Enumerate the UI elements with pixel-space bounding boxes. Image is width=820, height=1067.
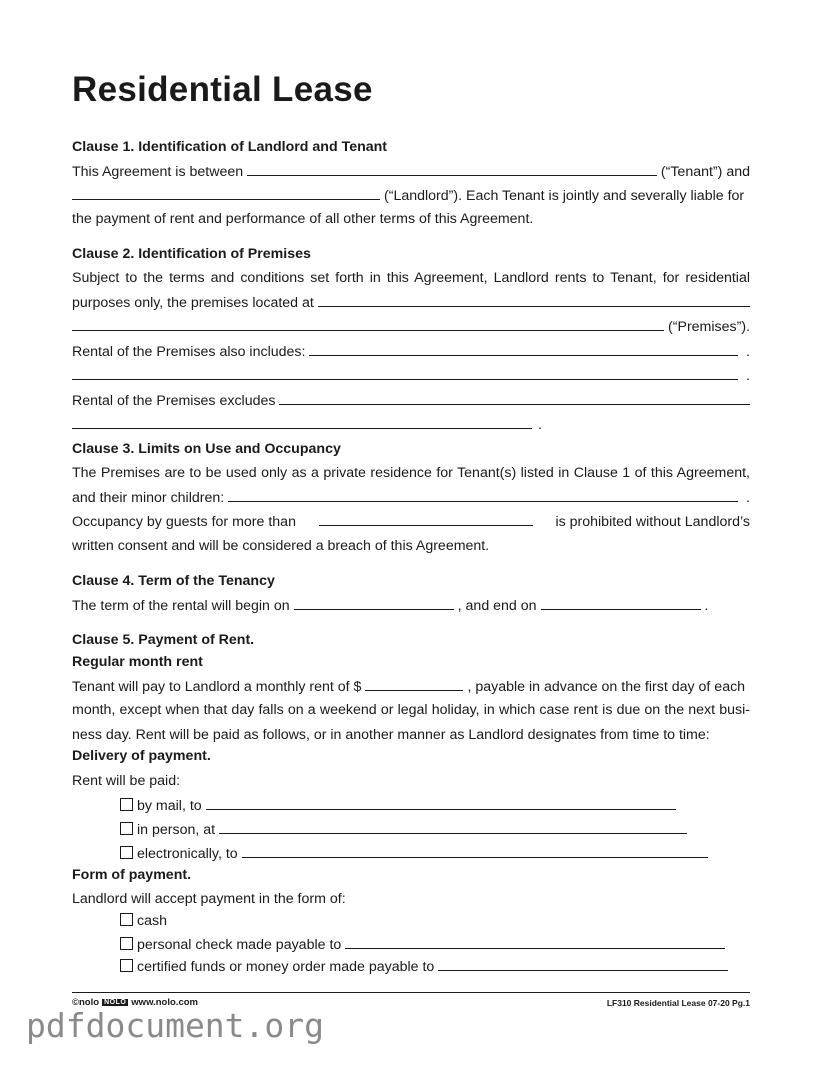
form-intro: Landlord will accept payment in the form of: <box>72 891 346 907</box>
delivery-option-mail <box>120 795 680 816</box>
period: . <box>538 417 542 433</box>
form-option-label: certified funds or money order made payable to <box>137 959 435 975</box>
rent-line1 <box>72 676 750 697</box>
footer-url[interactable]: www.nolo.com <box>131 997 198 1008</box>
includes-field[interactable] <box>309 341 738 356</box>
includes-label: Rental of the Premises also includes: <box>72 344 306 360</box>
delivery-option-label: electronically, to <box>137 846 238 862</box>
clause2-includes <box>72 341 750 362</box>
mail-address-field[interactable] <box>206 795 676 810</box>
excludes-field[interactable] <box>279 390 750 405</box>
premises-address-field-2[interactable] <box>72 316 664 331</box>
clause2-includes-2 <box>72 365 750 386</box>
monthly-rent-field[interactable] <box>365 676 463 691</box>
clause2-excludes <box>72 390 750 411</box>
electronic-address-field[interactable] <box>242 843 708 858</box>
rent-line3: ness day. Rent will be paid as follows, or in another manner as Landlord designates from time to time: <box>72 727 710 743</box>
delivery-intro: Rent will be paid: <box>72 773 181 789</box>
page-title: Residential Lease <box>72 70 373 109</box>
footer-divider <box>72 992 750 993</box>
clause3-line4: written consent and will be considered a breach of this Agreement. <box>72 538 490 554</box>
copyright-text: ©nolo <box>72 997 100 1008</box>
clause3-line2 <box>72 487 750 508</box>
form-option-cash <box>120 911 167 931</box>
clause2-line3 <box>72 316 750 337</box>
clause1-line3: the payment of rent and performance of all other terms of this Agreement. <box>72 211 534 227</box>
form-option-certified <box>120 956 732 977</box>
form-id: LF310 Residential Lease 07-20 Pg.1 <box>606 998 750 1008</box>
clause3-line3-start: Occupancy by guests for more than <box>72 514 296 530</box>
delivery-subheading: Delivery of payment. <box>72 748 211 764</box>
term-start-field[interactable] <box>294 595 454 610</box>
minor-children-field[interactable] <box>228 487 738 502</box>
check-payee-field[interactable] <box>345 934 725 949</box>
clause4-heading: Clause 4. Term of the Tenancy <box>72 573 275 589</box>
watermark: pdfdocument.org <box>26 1006 325 1045</box>
clause1-line1 <box>72 161 750 182</box>
clause1-line1-text: This Agreement is between <box>72 164 244 180</box>
excludes-label: Rental of the Premises excludes <box>72 393 276 409</box>
delivery-option-label: by mail, to <box>137 798 202 814</box>
certified-funds-checkbox[interactable] <box>120 959 133 972</box>
term-start-label: The term of the rental will begin on <box>72 598 290 614</box>
delivery-option-label: in person, at <box>137 822 216 838</box>
period: . <box>746 344 750 360</box>
clause2-line2-text: purposes only, the premises located at <box>72 295 314 311</box>
form-subheading: Form of payment. <box>72 867 192 883</box>
form-option-label: cash <box>137 913 167 929</box>
period: . <box>746 368 750 384</box>
clause1-line1-end: (“Tenant”) and <box>660 164 750 180</box>
rent-line1-start: Tenant will pay to Landlord a monthly rent of $ <box>72 679 362 695</box>
clause3-heading: Clause 3. Limits on Use and Occupancy <box>72 441 341 457</box>
clause3-line1: The Premises are to be used only as a private residence for Tenant(s) listed in Clause 1 of this Agreement, <box>72 465 750 481</box>
tenant-name-field[interactable] <box>247 161 657 176</box>
clause4-line <box>72 595 750 616</box>
clause2-line1: Subject to the terms and conditions set forth in this Agreement, Landlord rents to Tenant, for residential <box>72 270 750 286</box>
clause2-excludes-2 <box>72 414 750 435</box>
term-end-period: . <box>704 598 709 614</box>
in-person-checkbox[interactable] <box>120 822 133 835</box>
delivery-option-person <box>120 819 691 840</box>
excludes-field-2[interactable] <box>72 414 532 429</box>
rent-line2: month, except when that day falls on a weekend or legal holiday, in which case rent is due on the next busi- <box>72 702 750 718</box>
rent-line1-end: , payable in advance on the first day of each <box>467 679 746 695</box>
mail-checkbox[interactable] <box>120 798 133 811</box>
clause1-heading: Clause 1. Identification of Landlord and Tenant <box>72 139 388 155</box>
premises-address-field[interactable] <box>318 292 750 307</box>
period: . <box>746 490 750 506</box>
term-mid-label: , and end on <box>457 598 537 614</box>
clause3-line3-end: is prohibited without Landlord’s <box>555 514 750 530</box>
landlord-name-field[interactable] <box>72 185 380 200</box>
clause5-heading: Clause 5. Payment of Rent. <box>72 632 255 648</box>
clause1-line2-end: (“Landlord”). Each Tenant is jointly and severally liable for <box>384 188 745 204</box>
guest-days-field[interactable] <box>319 511 533 526</box>
nolo-logo: NOLO <box>104 999 127 1006</box>
delivery-option-electronic <box>120 843 712 864</box>
regular-rent-subheading: Regular month rent <box>72 654 203 670</box>
clause2-heading: Clause 2. Identification of Premises <box>72 246 311 262</box>
in-person-location-field[interactable] <box>219 819 687 834</box>
clause1-line2 <box>72 185 750 206</box>
cash-checkbox[interactable] <box>120 913 133 926</box>
personal-check-checkbox[interactable] <box>120 937 133 950</box>
term-end-field[interactable] <box>541 595 701 610</box>
form-option-check <box>120 934 729 955</box>
certified-payee-field[interactable] <box>438 956 728 971</box>
clause2-line2 <box>72 292 750 313</box>
includes-field-2[interactable] <box>72 365 738 380</box>
electronic-checkbox[interactable] <box>120 846 133 859</box>
form-option-label: personal check made payable to <box>137 937 342 953</box>
clause2-line3-end: (“Premises”). <box>668 319 750 335</box>
clause3-line3 <box>72 511 750 532</box>
clause3-line2-text: and their minor children: <box>72 490 225 506</box>
